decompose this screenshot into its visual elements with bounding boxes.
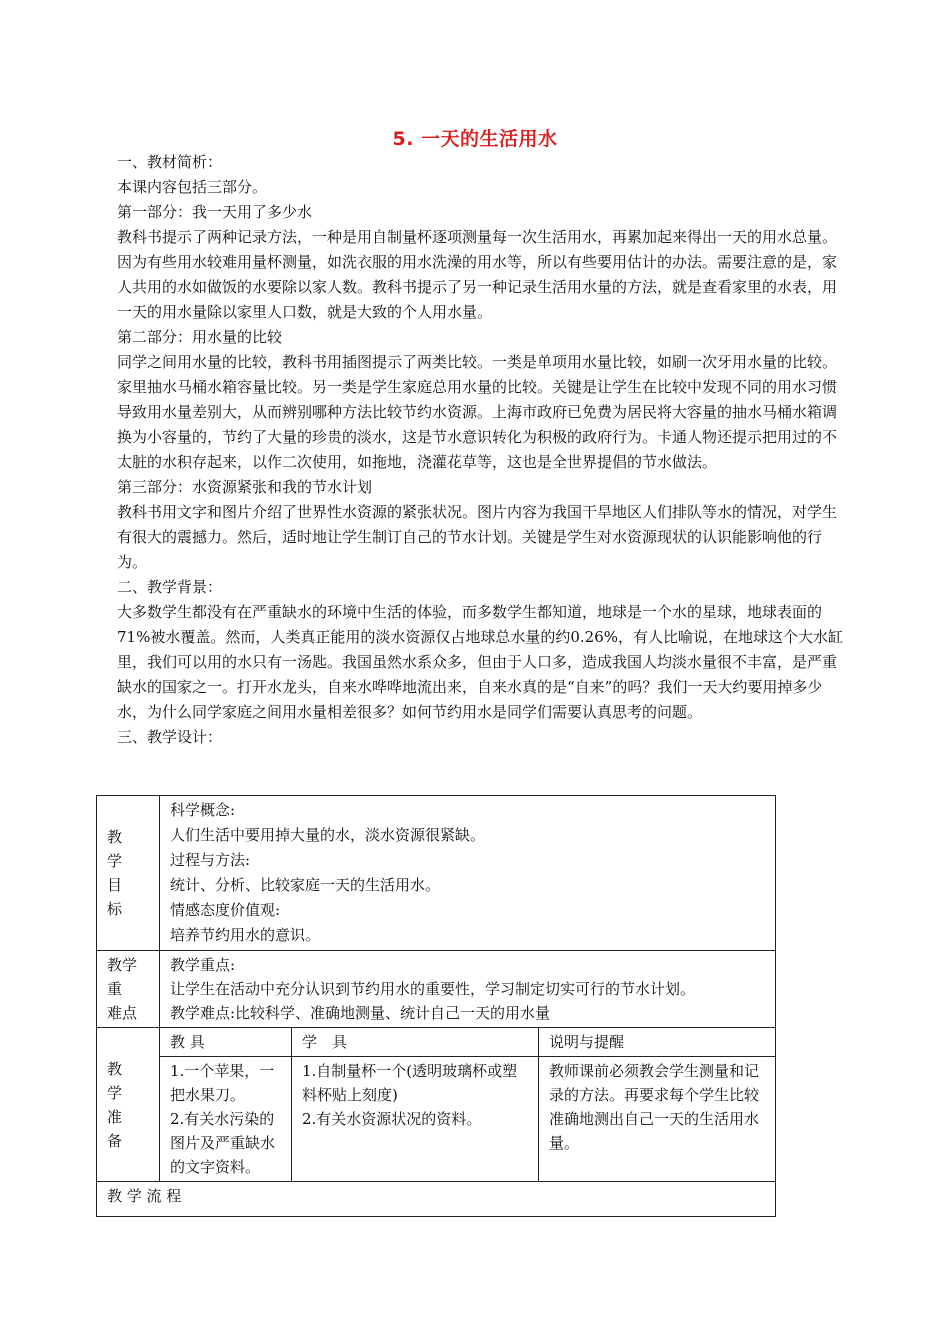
section2-heading: 二、教学背景： bbox=[117, 578, 223, 596]
section3-heading: 三、教学设计： bbox=[117, 728, 223, 746]
section1-heading: 一、教材简析： bbox=[117, 153, 223, 171]
prep-col1-header: 教 具 bbox=[160, 1028, 292, 1057]
section1-intro: 本课内容包括三部分。 bbox=[117, 178, 268, 196]
prep-content-row bbox=[97, 1057, 776, 1182]
part1-text: 教科书提示了两种记录方法，一种是用自制量杯逐项测量每一次生活用水，再累加起来得出一天的用水总量。因为有些用水较难用量杯测量，如洗衣服的用水洗澡的用水等，所以有些要用估计的办法。需要注意的是，家人共用的水如做饭的水要除以家人数。教科书提示了另一种记录生活用水量的方法，就是查看家里的水表，用一天的用水量除以家里人口数，就是大致的个人用水量。 bbox=[117, 228, 838, 321]
part3-heading: 第三部分：水资源紧张和我的节水计划 bbox=[117, 478, 373, 496]
part2-text: 同学之间用水量的比较，教科书用插图提示了两类比较。一类是单项用水量比较，如刷一次牙用水量的比较。家里抽水马桶水箱容量比较。另一类是学生家庭总用水量的比较。关键是让学生在比较中发现不同的用水习惯导致用水量差别大，从而辨别哪种方法比较节约水资源。上海市政府已免费为居民将大容量的抽水马桶水箱调换为小容量的，节约了大量的珍贵的淡水，这是节水意识转化为积极的政府行为。卡通人物还提示把用过的不太脏的水积存起来，以作二次使用，如拖地，浇灌花草等，这也是全世界提倡的节水做法。 bbox=[117, 353, 838, 471]
part1-heading: 第一部分：我一天用了多少水 bbox=[117, 203, 313, 221]
goals-label: 教 学 目 标 bbox=[97, 796, 160, 951]
prep-col3-text: 教师课前必须教会学生测量和记录的方法。再要求每个学生比较准确地测出自己一天的生活用水量。 bbox=[539, 1057, 776, 1182]
focus-content: 教学重点: 让学生在活动中充分认识到节约用水的重要性，学习制定切实可行的节水计划。 教学难点:比较科学、准确地测量、统计自己一天的用水量 bbox=[160, 951, 776, 1028]
goals-content: 科学概念: 人们生活中要用掉大量的水，淡水资源很紧缺。 过程与方法: 统计、分析、比较家庭一天的生活用水。 情感态度价值观: 培养节约用水的意识。 bbox=[160, 796, 776, 951]
page-title: 5. 一天的生活用水 bbox=[392, 128, 558, 150]
focus-label: 教学 重 难点 bbox=[97, 951, 160, 1028]
part2-heading: 第二部分：用水量的比较 bbox=[117, 328, 283, 346]
section2-text: 大多数学生都没有在严重缺水的环境中生活的体验，而多数学生都知道，地球是一个水的星球，地球表面的71%被水覆盖。然而，人类真正能用的淡水资源仅占地球总水量的约0.26%，有人比喻说，在地球这个大水缸里，我们可以用的水只有一汤匙。我国虽然水系众多，但由于人口多，造成我国人均淡水量很不丰富，是严重缺水的国家之一。打开水龙头，自来水哗哗地流出来，自来水真的是“自来”的吗？我们一天大约要用掉多少水，为什么同学家庭之间用水量相差很多？如何节约用水是同学们需要认真思考的问题。 bbox=[117, 603, 843, 721]
focus-row bbox=[97, 951, 776, 1028]
prep-col2-header: 学 具 bbox=[292, 1028, 539, 1057]
part3-text: 教科书用文字和图片介绍了世界性水资源的紧张状况。图片内容为我国干旱地区人们排队等水的情况，对学生有很大的震撼力。然后，适时地让学生制订自己的节水计划。关键是学生对水资源现状的认识能影响他的行为。 bbox=[117, 503, 838, 571]
prep-header-row bbox=[97, 1028, 776, 1057]
prep-col3-header: 说明与提醒 bbox=[539, 1028, 776, 1057]
teaching-design-table bbox=[96, 795, 776, 1217]
flow-label: 教 学 流 程 bbox=[97, 1182, 776, 1217]
prep-col2-text: 1.自制量杯一个(透明玻璃杯或塑料杯贴上刻度) 2.有关水资源状况的资料。 bbox=[292, 1057, 539, 1182]
prep-col1-text: 1.一个苹果，一把水果刀。 2.有关水污染的图片及严重缺水的文字资料。 bbox=[160, 1057, 292, 1182]
prep-label: 教 学 准 备 bbox=[97, 1028, 160, 1182]
document-body bbox=[117, 150, 847, 750]
flow-row bbox=[97, 1182, 776, 1217]
goals-row bbox=[97, 796, 776, 951]
